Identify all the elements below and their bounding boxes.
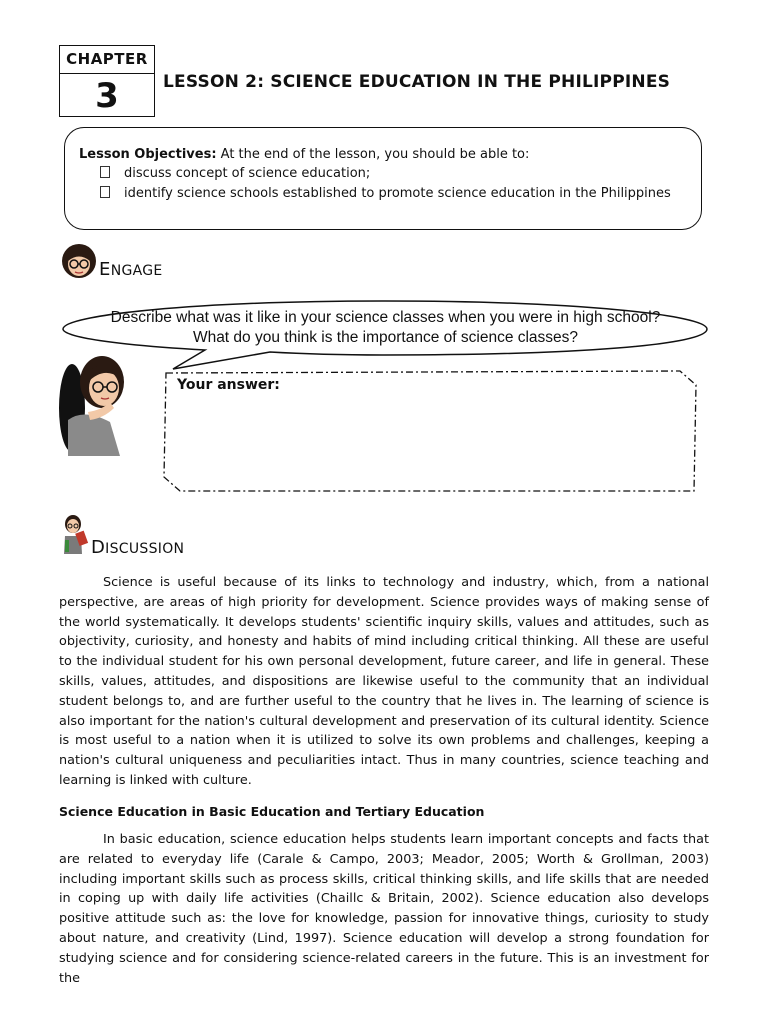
discussion-initial: D: [91, 537, 106, 558]
engage-question-2: What do you think is the importance of science classes?: [192, 329, 579, 346]
objectives-intro-text: At the end of the lesson, you should be able to:: [216, 147, 530, 162]
thinking-girl-illustration: [58, 350, 130, 456]
engage-rest: NGAGE: [110, 263, 163, 279]
objectives-intro: [79, 147, 529, 162]
paragraph-text: In basic education, science education helps students learn important concepts and facts that are related to everyday life (Carale & Campo, 2003; Meador, 2005; Worth & Grollman, 2003) including important skills such as process skills, critical thinking skills, and life skills that are needed in coping up with daily life activities (Chaillc & Britain, 2002). Science education also develops positive attitude such as: the love for knowledge, passion for innovative things, curiosity to study about nature, and creativity (Lind, 1997). Science education will develop a strong foundation for studying science and for considering science-related careers in the future. This is an investment for the: [59, 832, 709, 986]
chapter-number: 3: [95, 76, 119, 116]
chapter-label: CHAPTER: [66, 50, 148, 68]
objective-text: identify science schools established to promote science education in the Philippines: [124, 186, 671, 201]
discussion-paragraph-1: [59, 573, 709, 791]
chapter-divider: [60, 73, 154, 74]
objective-text: discuss concept of science education;: [124, 166, 371, 181]
girl-with-book-icon: [60, 514, 90, 556]
bullet-box-icon: [100, 166, 110, 178]
chapter-box: [59, 45, 155, 117]
objectives-heading: Lesson Objectives:: [79, 147, 217, 162]
girl-avatar-icon: [59, 243, 99, 279]
bullet-box-icon: [100, 186, 110, 198]
engage-question-1: Describe what was it like in your science classes when you were in high school?: [110, 309, 661, 326]
discussion-rest: ISCUSSION: [105, 541, 185, 557]
lesson-title: LESSON 2: SCIENCE EDUCATION IN THE PHILIPPINES: [163, 72, 671, 92]
discussion-heading: [91, 537, 184, 558]
engage-initial: E: [99, 259, 111, 280]
answer-label: Your answer:: [177, 377, 280, 393]
objective-item: [100, 186, 671, 201]
section-subheading: Science Education in Basic Education and Tertiary Education: [59, 804, 485, 819]
objective-item: [100, 166, 370, 181]
discussion-paragraph-2: [59, 830, 709, 988]
paragraph-text: Science is useful because of its links to technology and industry, which, from a national perspective, are areas of high priority for development. Science provides ways of making sense of the world systematically. It develops students' scientific inquiry skills, values and attitudes, such as objectivity, curiosity, and honesty and habits of mind including critical thinking. All these are useful to the individual student for his own personal development, future career, and life in general. These skills, values, attitudes, and dispositions are likewise useful to the community that an individual student belongs to, and are further useful to the country that he lives in. The learning of science is also important for the nation's cultural development and preservation of its cultural identity. Science is most useful to a nation when it is utilized to solve its own problems and challenges, keeping a nation's cultural uniqueness and peculiarities intact. Thus in many countries, science teaching and learning is linked with culture.: [59, 575, 709, 788]
engage-heading: [99, 259, 163, 280]
